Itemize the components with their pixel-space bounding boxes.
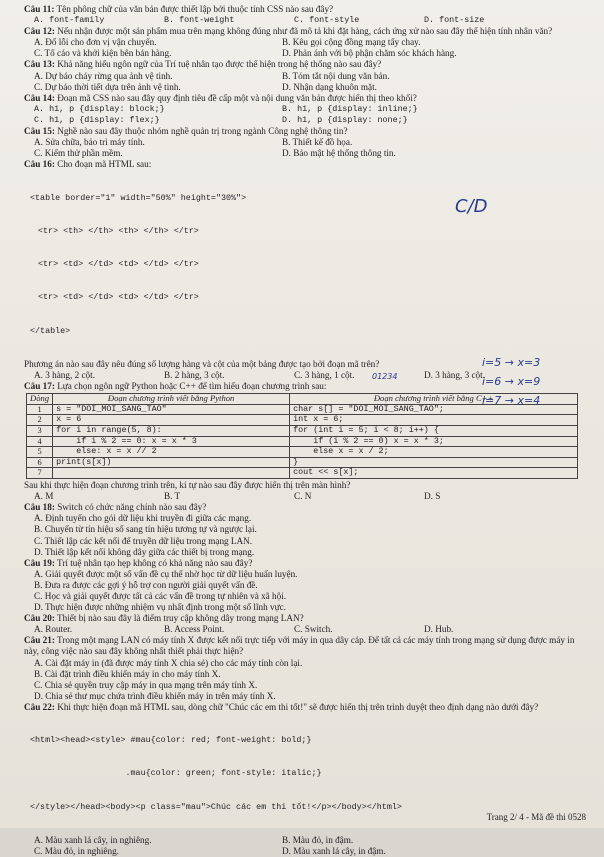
option-d: D. S <box>424 491 441 502</box>
question-text: Trí tuệ nhân tạo hẹp không có khả năng nào sau đây? <box>57 557 253 568</box>
option-a: A. 3 hàng, 2 cột. <box>34 370 95 381</box>
question-label: Câu 19: <box>24 557 55 568</box>
handwritten-trace: i=7 → x=4 <box>482 394 541 407</box>
cpp-code: cout << s[x]; <box>290 468 578 479</box>
question-label: Câu 16: <box>24 159 55 170</box>
option-d: D. Màu xanh lá cây, in đậm. <box>282 846 386 857</box>
option-c: C. Dự báo thời tiết dựa trên ảnh vệ tinh. <box>34 81 181 92</box>
option-a: A. Router. <box>34 624 73 635</box>
option-b: B. Màu đỏ, in đậm. <box>282 835 354 846</box>
question-16 <box>24 159 586 381</box>
question-label: Câu 11: <box>24 4 55 14</box>
python-code <box>53 468 290 479</box>
question-label: Câu 18: <box>24 502 55 513</box>
option-a: A. font-family <box>34 15 105 26</box>
line-number: 2 <box>27 415 53 426</box>
question-19 <box>24 558 586 613</box>
question-15 <box>24 126 586 159</box>
question-13 <box>24 59 586 92</box>
option-b: B. T <box>164 491 181 502</box>
table-row <box>27 457 578 468</box>
question-text: Khả năng hiểu ngôn ngữ của Trí tuệ nhân tạo được thể hiện trong hệ thống nào sau đây? <box>57 59 382 70</box>
question-11 <box>24 4 586 26</box>
question-text: Cho đoạn mã HTML sau: <box>57 159 152 170</box>
question-label: Câu 21: <box>24 635 55 646</box>
option-b: B. Đưa ra được các gợi ý hỗ trợ con người giải quyết vấn đề. <box>34 579 258 590</box>
question-prompt: Phương án nào sau đây nêu đúng số lượng hàng và cột của một bảng được tạo bởi đoạn mã trên? <box>24 359 380 369</box>
option-b: B. Access Point. <box>164 624 225 635</box>
table-row <box>27 447 578 458</box>
option-a: A. Màu xanh lá cây, in nghiêng. <box>34 835 152 846</box>
option-a: A. Sửa chữa, bảo trì máy tính. <box>34 137 145 148</box>
option-c: C. Thiết lập các kết nối để truyền dữ liệu trong mạng LAN. <box>34 535 253 546</box>
cpp-code: } <box>290 457 578 468</box>
option-b: B. font-weight <box>164 15 235 26</box>
page-footer: Trang 2/ 4 - Mã đề thi 0528 <box>486 812 586 822</box>
option-d: D. Thiết lập kết nối không dây giữa các thiết bị trong mạng. <box>34 546 255 557</box>
line-number: 7 <box>27 468 53 479</box>
cpp-code: if (i % 2 == 0) x = x * 3; <box>290 436 578 447</box>
line-number: 1 <box>27 404 53 415</box>
option-d: D. font-size <box>424 15 485 26</box>
option-c: C. Tố cáo và khởi kiện bên bán hàng. <box>34 48 172 59</box>
code-line: <html><head><style> #mau{color: red; font-weight: bold;} <box>30 735 312 746</box>
question-text: Tên phông chữ của văn bản được thiết lập bởi thuộc tính CSS nào sau đây? <box>56 4 334 14</box>
table-row <box>27 436 578 447</box>
line-number: 3 <box>27 426 53 437</box>
line-number: 4 <box>27 436 53 447</box>
question-label: Câu 12: <box>24 26 55 37</box>
option-d: D. h1, p {display: none;} <box>282 114 408 125</box>
option-b: B. Kêu gọi cộng đồng mạng tẩy chay. <box>282 37 421 48</box>
html-code-block <box>24 170 586 359</box>
option-b: B. 2 hàng, 3 cột. <box>164 370 225 381</box>
question-text: Lựa chọn ngôn ngữ Python hoặc C++ để tìm hiểu đoạn chương trình sau: <box>57 381 327 392</box>
table-row <box>27 426 578 437</box>
cpp-code: for (int i = 5; i < 8; i++) { <box>290 426 578 437</box>
col-header-cpp: Đoạn chương trình viết bằng C++ <box>290 394 578 405</box>
cpp-code: int x = 6; <box>290 415 578 426</box>
option-a: A. Đổ lỗi cho đơn vị vận chuyển. <box>34 37 157 48</box>
option-d: D. Phản ánh với bộ phận chăm sóc khách hàng. <box>282 48 457 59</box>
option-a: A. h1, p {display: block;} <box>34 103 165 114</box>
exam-content <box>24 4 586 857</box>
question-14 <box>24 93 586 126</box>
table-row <box>27 468 578 479</box>
col-header-python: Đoạn chương trình viết bằng Python <box>53 394 290 405</box>
question-12 <box>24 26 586 59</box>
cpp-code: else x = x / 2; <box>290 447 578 458</box>
code-line: </style></head><body><p class="mau">Chúc các em thi tốt!</p></body></html> <box>30 801 402 812</box>
python-code: else: x = x // 2 <box>53 447 290 458</box>
question-text: Khi thực hiện đoạn mã HTML sau, dòng chữ "Chúc các em thi tốt!" sẽ được hiển thị trên trình duyệt theo định dạng nào dưới đây? <box>57 701 539 712</box>
option-d: D. Chia sẻ thư mục chứa trình điều khiển máy in trên máy tính X. <box>34 690 276 701</box>
code-line: <tr> <td> </td> <td> </td> </tr> <box>38 292 199 303</box>
code-line: <tr> <th> </th> <th> </th> </tr> <box>38 225 199 236</box>
question-text: Trong một mạng LAN có máy tính X được kết nối trực tiếp với máy in qua dây cáp. Để tất cả các máy tính trong mạng sử dụng được máy in này, công việc nào sau đây không nhất thiết phải thực hiện? <box>24 635 575 657</box>
option-b: B. Thiết kế đồ họa. <box>282 137 353 148</box>
question-text: Nghề nào sau đây thuộc nhóm nghề quản trị trong ngành Công nghệ thông tin? <box>57 126 348 137</box>
option-a: A. M <box>34 491 54 502</box>
question-18 <box>24 502 586 557</box>
question-text: Nếu nhận được một sản phẩm mua trên mạng không đúng như đã mô tả khi đặt hàng, cách ứng xử nào sau đây thể hiện tính nhân văn? <box>57 26 553 37</box>
option-a: A. Dự báo cháy rừng qua ảnh vệ tinh. <box>34 70 173 81</box>
option-c: C. N <box>294 491 312 502</box>
option-c: C. 3 hàng, 1 cột. <box>294 370 355 381</box>
question-prompt: Sau khi thực hiện đoạn chương trình trên, kí tự nào sau đây được hiển thị trên màn hình? <box>24 480 351 491</box>
option-c: C. Học và giải quyết được tất cả các vấn đề trong tự nhiên và xã hội. <box>34 590 287 601</box>
question-label: Câu 17: <box>24 381 55 392</box>
question-text: Đoạn mã CSS nào sau đây quy định tiêu đề cấp một và nội dung văn bản được hiển thị theo khối? <box>57 92 417 103</box>
table-row <box>27 415 578 426</box>
option-d: D. Nhận dạng khuôn mặt. <box>282 81 377 92</box>
question-label: Câu 13: <box>24 59 55 70</box>
python-code: for i in range(5, 8): <box>53 426 290 437</box>
option-b: B. Tóm tắt nội dung văn bản. <box>282 70 390 81</box>
option-c: C. Chia sẻ quyền truy cập máy in qua mạng trên máy tính X. <box>34 679 258 690</box>
question-label: Câu 22: <box>24 701 55 712</box>
handwritten-trace: i=5 → x=3 <box>482 356 541 369</box>
python-code: s = "DOI_MOI_SANG_TAO" <box>53 404 290 415</box>
option-c: C. font-style <box>294 15 360 26</box>
question-text: Switch có chức năng chính nào sau đây? <box>57 502 207 513</box>
option-c: C. Kiểm thử phần mềm. <box>34 148 123 159</box>
question-text: Thiết bị nào sau đây là điểm truy cập không dây trong mạng LAN? <box>57 613 304 624</box>
code-line: <table border="1" width="50%" height="30%"> <box>30 192 247 203</box>
handwritten-note: C/D <box>455 196 488 217</box>
question-20 <box>24 613 586 635</box>
option-a: A. Giải quyết được một số vấn đề cụ thể nhờ học từ dữ liệu huấn luyện. <box>34 568 298 579</box>
line-number: 6 <box>27 457 53 468</box>
option-b: B. Cài đặt trình điều khiển máy in cho máy tính X. <box>34 668 221 679</box>
option-c: C. Màu đỏ, in nghiêng. <box>34 846 119 857</box>
option-c: C. Switch. <box>294 624 333 635</box>
line-number: 5 <box>27 447 53 458</box>
code-line: <tr> <td> </td> <td> </td> </tr> <box>38 259 199 270</box>
option-d: D. 3 hàng, 3 cột. <box>424 370 485 381</box>
code-line: .mau{color: green; font-style: italic;} <box>30 768 322 779</box>
question-label: Câu 14: <box>24 92 55 103</box>
python-code: x = 6 <box>53 415 290 426</box>
option-a: A. Cài đặt máy in (đã được máy tính X chia sẻ) cho các máy tính còn lại. <box>34 657 303 668</box>
option-c: C. h1, p {display: flex;} <box>34 114 160 125</box>
python-code: print(s[x]) <box>53 457 290 468</box>
python-code: if i % 2 == 0: x = x * 3 <box>53 436 290 447</box>
question-label: Câu 15: <box>24 126 55 137</box>
option-a: A. Định tuyến cho gói dữ liệu khi truyền đi giữa các mạng. <box>34 513 252 524</box>
col-header-line: Dòng <box>27 394 53 405</box>
handwritten-index: 01234 <box>372 372 398 381</box>
option-d: D. Hub. <box>424 624 454 635</box>
option-b: B. Chuyển từ tín hiệu số sang tín hiệu tương tự và ngược lại. <box>34 524 257 535</box>
code-line: </table> <box>30 325 71 336</box>
handwritten-trace: i=6 → x=9 <box>482 375 541 388</box>
question-21 <box>24 635 586 702</box>
option-d: D. Thực hiện được những nhiệm vụ nhất định trong một số lĩnh vực. <box>34 602 286 613</box>
cpp-code: char s[] = "DOI_MOI_SANG_TAO"; <box>290 404 578 415</box>
option-b: B. h1, p {display: inline;} <box>282 103 418 114</box>
question-label: Câu 20: <box>24 613 55 624</box>
option-d: D. Bảo mật hệ thống thông tin. <box>282 148 396 159</box>
question-22 <box>24 702 586 857</box>
